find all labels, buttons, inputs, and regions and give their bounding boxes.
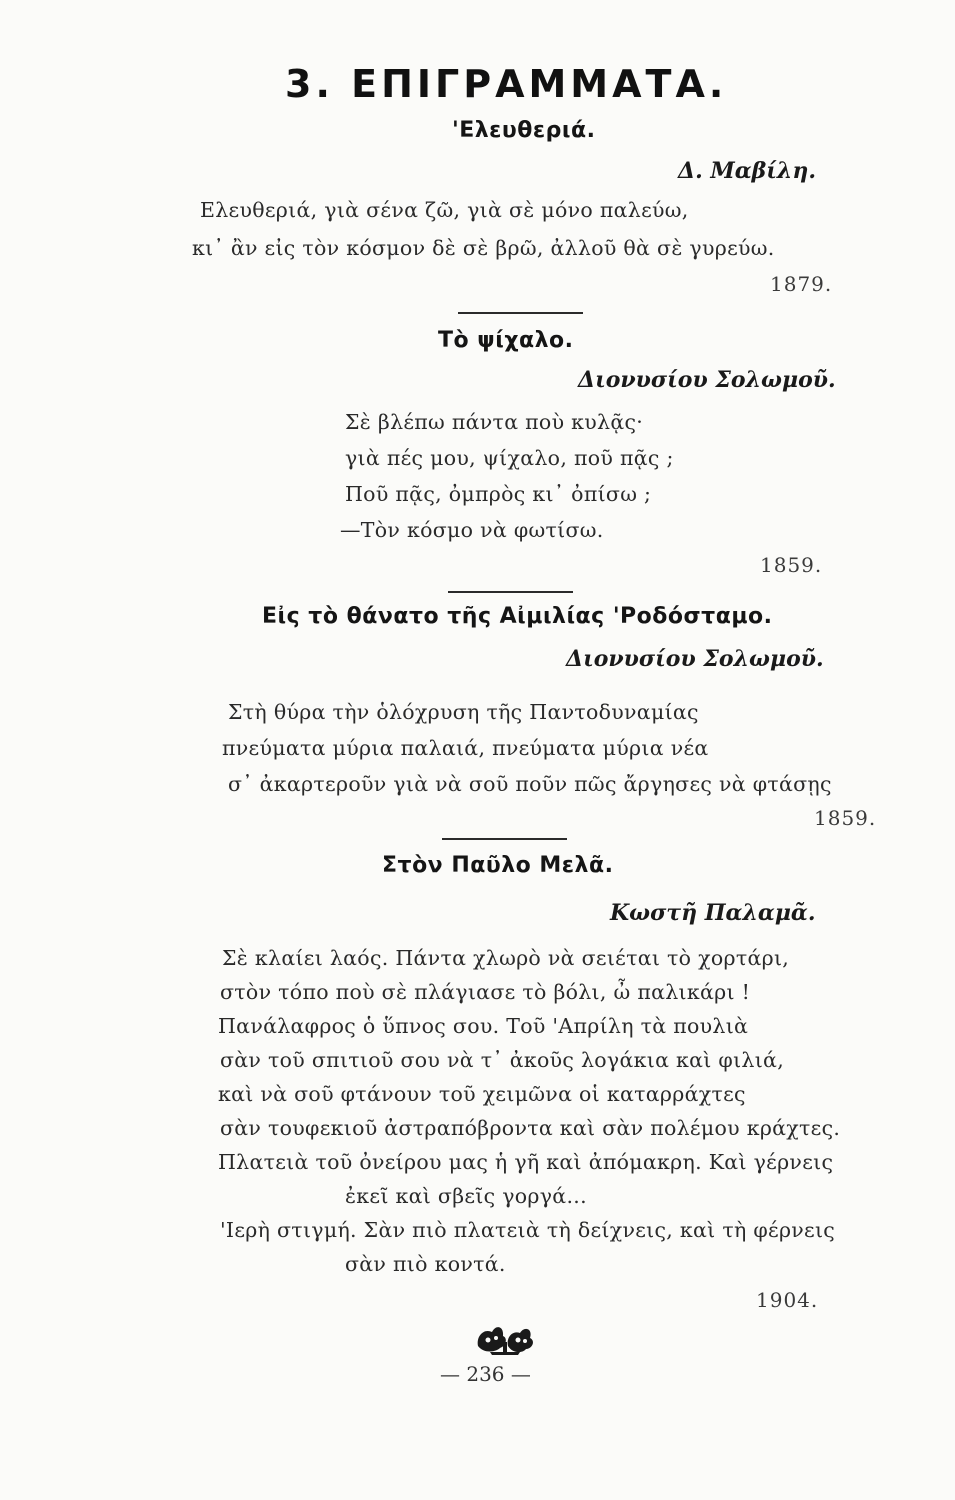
divider	[442, 838, 567, 840]
section-title: 3. ΕΠΙΓΡΑΜΜΑΤΑ.	[285, 62, 728, 106]
poem-author: Κωστῆ Παλαμᾶ.	[610, 900, 816, 926]
floral-ornament-icon	[470, 1316, 540, 1358]
verse-line: σὰν πιὸ κοντά.	[345, 1252, 506, 1276]
poem-year: 1859.	[814, 806, 877, 830]
verse-line: Σὲ κλαίει λαός. Πάντα χλωρὸ νὰ σειέται τὸ χορτάρι,	[222, 946, 790, 970]
verse-line: Πανάλαφρος ὁ ὕπνος σου. Τοῦ 'Απρίλη τὰ πουλιὰ	[218, 1014, 749, 1038]
poem-author: Διονυσίου Σολωμοῦ.	[566, 646, 824, 672]
verse-line: Ελευθεριά, γιὰ σένα ζῶ, γιὰ σὲ μόνο παλεύω,	[200, 198, 689, 222]
verse-line: Πλατειὰ τοῦ ὀνείρου μας ἡ γῆ καὶ ἀπόμακρη. Καὶ γέρνεις	[218, 1150, 834, 1174]
verse-line: 'Ιερὴ στιγμή. Σὰν πιὸ πλατειὰ τὴ δείχνεις, καὶ τὴ φέρνεις	[220, 1218, 836, 1242]
verse-line: καὶ νὰ σοῦ φτάνουν τοῦ χειμῶνα οἱ καταρράχτες	[218, 1082, 746, 1106]
poem-title: Στὸν Παῦλο Μελᾶ.	[382, 853, 614, 878]
verse-line: γιὰ πές μου, ψίχαλο, ποῦ πᾷς ;	[345, 446, 674, 470]
verse-line: κι᾿ ἂν εἰς τὸν κόσμον δὲ σὲ βρῶ, ἀλλοῦ θὰ σὲ γυρεύω.	[192, 236, 775, 260]
poem-title: Τὸ ψίχαλο.	[438, 328, 574, 353]
verse-line: σὰν τοῦ σπιτιοῦ σου νὰ τ᾿ ἀκοῦς λογάκια καὶ φιλιά,	[220, 1048, 785, 1072]
poem-year: 1859.	[760, 553, 823, 577]
verse-line: στὸν τόπο ποὺ σὲ πλάγιασε τὸ βόλι, ὦ παλικάρι !	[220, 980, 751, 1004]
verse-line: πνεύματα μύρια παλαιά, πνεύματα μύρια νέα	[222, 736, 709, 760]
poem-title: 'Ελευθεριά.	[452, 118, 596, 143]
divider	[448, 591, 573, 593]
poem-year: 1904.	[756, 1288, 819, 1312]
poem-author: Διονυσίου Σολωμοῦ.	[578, 367, 836, 393]
verse-line: σὰν τουφεκιοῦ ἀστραπόβροντα καὶ σὰν πολέμου κράχτες.	[220, 1116, 841, 1140]
divider	[458, 312, 583, 314]
verse-line: ἐκεῖ καὶ σβεῖς γοργά...	[345, 1184, 587, 1208]
poem-author: Δ. Μαβίλη.	[678, 158, 817, 184]
poem-year: 1879.	[770, 272, 833, 296]
verse-line: Ποῦ πᾷς, ὀμπρὸς κι᾿ ὀπίσω ;	[345, 482, 652, 506]
verse-line: Σὲ βλέπω πάντα ποὺ κυλᾷς·	[345, 410, 644, 434]
verse-line: Στὴ θύρα τὴν ὁλόχρυση τῆς Παντοδυναμίας	[228, 700, 699, 724]
verse-line: σ᾿ ἀκαρτεροῦν γιὰ νὰ σοῦ ποῦν πῶς ἄργησες νὰ φτάσῃς	[228, 772, 832, 796]
page-number: — 236 —	[440, 1362, 531, 1386]
poem-title: Εἰς τὸ θάνατο τῆς Αἰμιλίας 'Ροδόσταμο.	[262, 604, 773, 629]
verse-line: —Τὸν κόσμο νὰ φωτίσω.	[340, 518, 604, 542]
